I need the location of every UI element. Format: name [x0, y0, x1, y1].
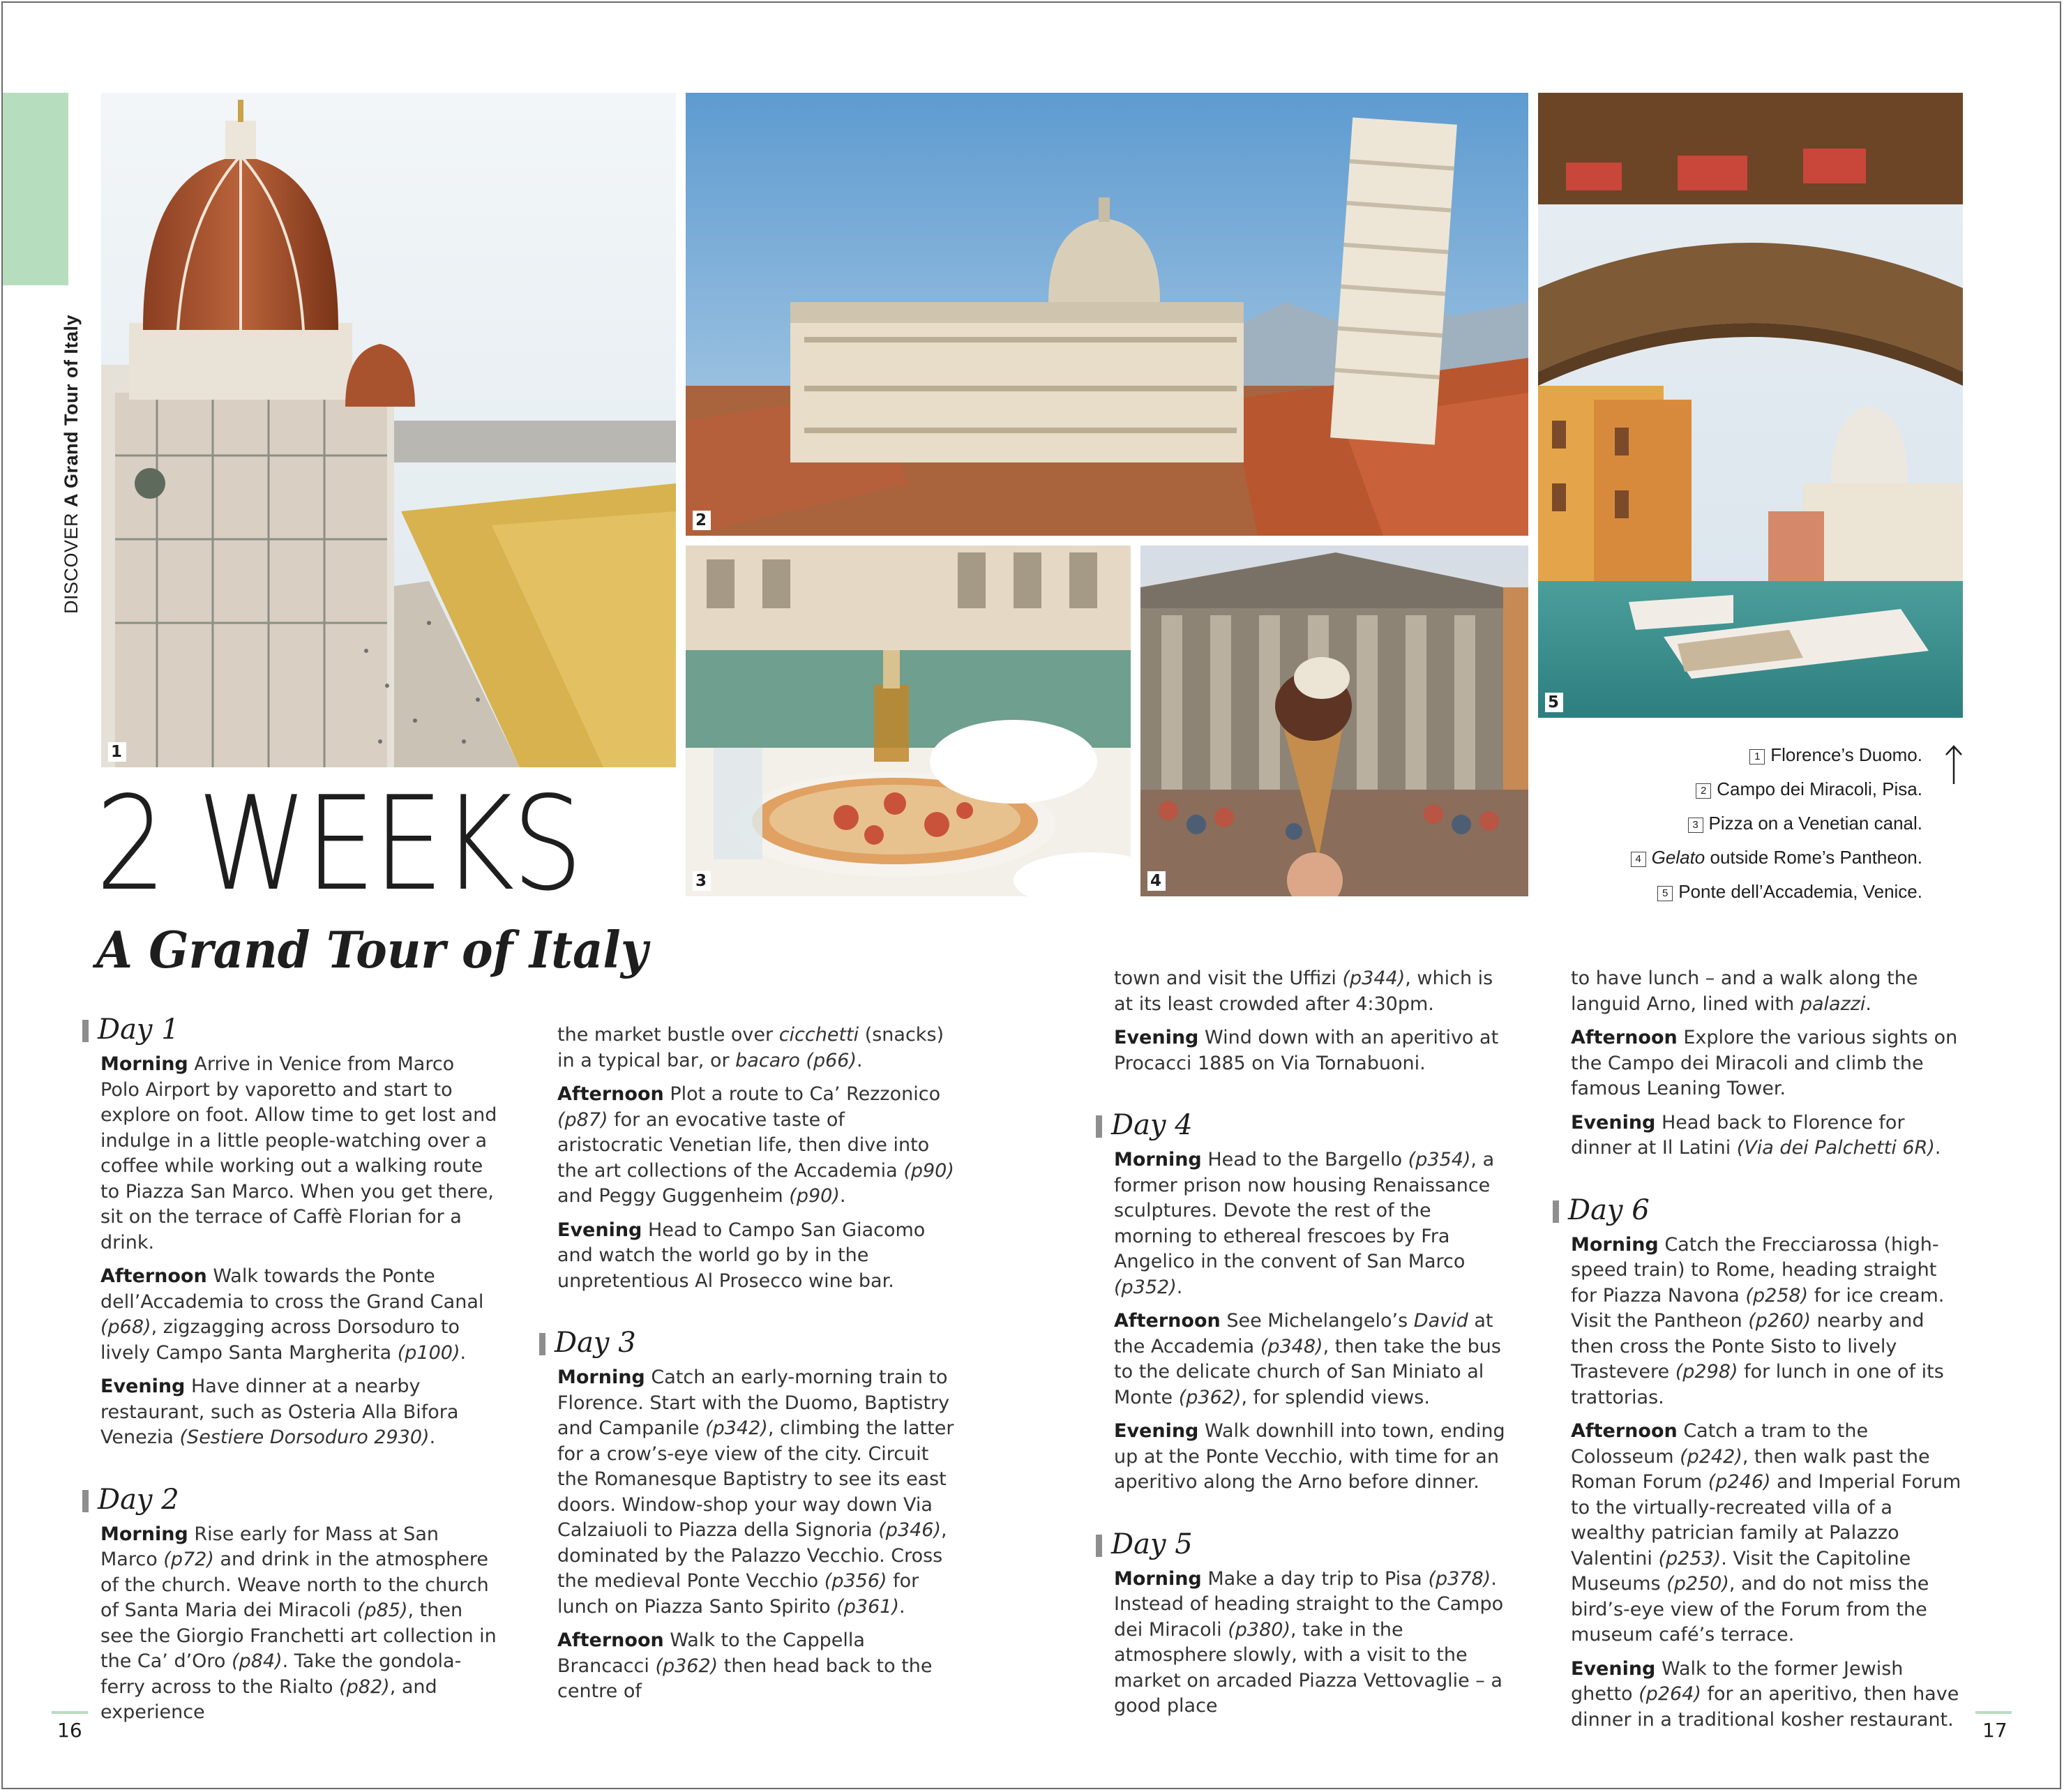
paragraph-text: Walk to the Cappella Brancacci (p362) then head back to the centre of [557, 1629, 933, 1702]
paragraph-text: Make a day trip to Pisa (p378). Instead of heading straight to the Campo dei Miracoli (p380), take in the atmosphere slowly, with a visit to the market on arcaded Piazza Vettovaglie – a good place [1114, 1567, 1504, 1717]
day-heading: Day 1 [98, 1011, 498, 1048]
caption-1 [1631, 741, 1922, 776]
itinerary-paragraph [100, 1374, 498, 1451]
paragraph-text: Have dinner at a nearby restaurant, such as Osteria Alla Bifora Venezia (Sestiere Dorsoduro 2930). [100, 1376, 459, 1448]
photo-captions [1631, 741, 1922, 912]
photo-ponte-accademia-venice [1538, 93, 1963, 718]
photo-number: 5 [1545, 693, 1563, 712]
folio-rule-right [1975, 1711, 2012, 1714]
itinerary-paragraph [1571, 1657, 1968, 1733]
caption-italic: Gelato [1651, 847, 1705, 868]
caption-text: outside Rome’s Pantheon. [1705, 847, 1922, 868]
paragraph-text: Walk towards the Ponte dell’Accademia to cross the Grand Canal (p68), zigzagging across Dorsoduro to lively Campo Santa Margherita (p100). [100, 1265, 484, 1364]
paragraph-text: Walk to the former Jewish ghetto (p264) for an aperitivo, then have dinner in a traditional kosher restaurant. [1571, 1657, 1959, 1731]
time-of-day-label: Morning [100, 1053, 188, 1075]
paragraph-text: Catch the Frecciarossa (high-speed train) to Rome, heading straight for Piazza Navona (p258) for ice cream. Visit the Pantheon (p260) nearby and then cross the Ponte Sisto to lively Trastevere (p298) for lunch in one of its trattorias. [1571, 1233, 1945, 1408]
caption-text: Florence’s Duomo. [1770, 744, 1922, 765]
time-of-day-label: Afternoon [557, 1629, 664, 1651]
day-heading: Day 3 [555, 1325, 955, 1361]
page-number-right: 17 [1982, 1719, 2007, 1742]
time-of-day-label: Morning [1114, 1149, 1202, 1170]
photo-gelato-pantheon [1140, 545, 1528, 896]
time-of-day-label: Evening [100, 1376, 186, 1397]
time-of-day-label: Morning [1114, 1567, 1202, 1590]
paragraph-text: Head to Campo San Giacomo and watch the world go by in the unpretentious Al Prosecco wine bar. [557, 1219, 926, 1292]
itinerary-paragraph [1571, 966, 1968, 1017]
time-of-day-label: Afternoon [1571, 1420, 1678, 1442]
folio-rule-left [52, 1711, 88, 1714]
caption-4 [1631, 844, 1922, 878]
time-of-day-label: Afternoon [1571, 1027, 1678, 1048]
caption-5 [1631, 878, 1922, 912]
day-heading: Day 4 [1111, 1107, 1512, 1143]
paragraph-text: Catch an early-morning train to Florence. Start with the Duomo, Baptistry and Campanile (p342), climbing the latter for a crow’s-eye view of the city. Circuit the Romanesque Baptistry to see its east doors. Window-shop your way down Via Calzaiuoli to Piazza della Signoria (p346), dominated by the Palazzo Vecchio. Cross the medieval Ponte Vecchio (p356) for lunch on Piazza Santo Spirito (p361). [557, 1366, 954, 1618]
arrow-up-icon [1945, 744, 1963, 785]
caption-text: Campo dei Miracoli, Pisa. [1717, 778, 1922, 799]
itinerary-paragraph [1114, 1147, 1512, 1300]
paragraph-text: Catch a tram to the Colosseum (p242), then walk past the Roman Forum (p246) and Imperial Forum to the virtually-recreated villa of a wealthy patrician family at Palazzo Valentini (p253). Visit the Capitoline Museums (p250), and do not miss the bird’s-eye view of the Forum from the museum café’s terrace. [1571, 1420, 1961, 1646]
paragraph-text: to have lunch – and a walk along the languid Arno, lined with palazzi. [1571, 967, 1918, 1015]
itinerary-paragraph [100, 1052, 498, 1256]
running-head-section: DISCOVER [61, 512, 82, 614]
caption-number-box: 1 [1749, 749, 1765, 765]
time-of-day-label: Afternoon [100, 1265, 207, 1287]
time-of-day-label: Evening [1571, 1657, 1656, 1680]
paragraph-text: the market bustle over cicchetti (snacks) in a typical bar, or bacaro (p66). [557, 1024, 944, 1071]
day-heading: Day 5 [1111, 1526, 1512, 1563]
paragraph-text: town and visit the Uffizi (p344), which is at its least crowded after 4:30pm. [1114, 967, 1493, 1015]
paragraph-text: Walk downhill into town, ending up at the Ponte Vecchio, with time for an aperitivo along the Arno before dinner. [1114, 1420, 1505, 1493]
paragraph-text: Head to the Bargello (p354), a former prison now housing Renaissance sculptures. Devote the rest of the morning to ethereal frescoes by Fra Angelico in the convent of San Marco (p352). [1114, 1149, 1495, 1298]
itinerary-paragraph [557, 1365, 955, 1620]
caption-text: Pizza on a Venetian canal. [1708, 813, 1922, 834]
day-heading: Day 2 [98, 1482, 498, 1518]
running-head-chapter: A Grand Tour of Italy [61, 314, 82, 507]
itinerary-paragraph [557, 1628, 955, 1705]
itinerary-paragraph [100, 1264, 498, 1366]
time-of-day-label: Evening [1114, 1420, 1199, 1442]
itinerary-paragraph [557, 1023, 955, 1074]
caption-number-box: 2 [1696, 783, 1711, 799]
caption-2 [1631, 776, 1922, 810]
day-heading: Day 6 [1568, 1192, 1968, 1228]
photo-number: 2 [693, 511, 711, 530]
page-number-left: 16 [57, 1719, 82, 1742]
paragraph-text: Arrive in Venice from Marco Polo Airport by vaporetto and start to explore on foot. Allow time to get lost and indulge in a little people-watching over a coffee while working out a walking route to Piazza San Marco. When you get there, sit on the terrace of Caffè Florian for a drink. [100, 1053, 497, 1253]
time-of-day-label: Morning [1571, 1233, 1659, 1256]
text-column-1 [100, 1011, 498, 1734]
text-column-4 [1568, 966, 1968, 1741]
time-of-day-label: Evening [1571, 1111, 1656, 1134]
caption-3 [1631, 810, 1922, 844]
paragraph-text: Wind down with an aperitivo at Procacci 1885 on Via Tornabuoni. [1114, 1027, 1499, 1074]
itinerary-paragraph [557, 1218, 955, 1295]
time-of-day-label: Morning [557, 1366, 645, 1388]
paragraph-text: Rise early for Mass at San Marco (p72) and drink in the atmosphere of the church. Weave north to the church of Santa Maria dei Miracoli (p85), then see the Giorgio Franchetti art collection in the Ca’ d’Oro (p84). Take the gondola-ferry across to the Rialto (p82), and experience [100, 1523, 497, 1723]
paragraph-text: Plot a route to Ca’ Rezzonico (p87) for an evocative taste of aristocratic Venetian life, then dive into the art collections of the Accademia (p90) and Peggy Guggenheim (p90). [557, 1083, 954, 1207]
text-column-2 [557, 1023, 955, 1713]
time-of-day-label: Evening [1114, 1027, 1199, 1048]
photo-pisa-campo-dei-miracoli [686, 93, 1528, 536]
caption-number-box: 4 [1631, 852, 1646, 867]
paragraph-text: Head back to Florence for dinner at Il Latini (Via dei Palchetti 6R). [1571, 1111, 1941, 1159]
itinerary-paragraph [1114, 1419, 1512, 1496]
itinerary-paragraph [557, 1082, 955, 1210]
time-of-day-label: Evening [557, 1219, 642, 1241]
itinerary-paragraph [100, 1522, 498, 1726]
section-tab [3, 93, 68, 285]
photo-number: 4 [1147, 871, 1166, 891]
caption-number-box: 5 [1657, 886, 1673, 901]
itinerary-paragraph [1571, 1110, 1968, 1161]
paragraph-text: See Michelangelo’s David at the Accademia (p348), then take the bus to the delicate church of San Miniato al Monte (p362), for splendid views. [1114, 1310, 1501, 1408]
page-title: 2 WEEKS [96, 768, 581, 919]
itinerary-paragraph [1571, 1233, 1968, 1411]
running-head [61, 315, 82, 614]
itinerary-paragraph [1114, 1567, 1512, 1719]
time-of-day-label: Afternoon [557, 1083, 664, 1105]
caption-number-box: 3 [1688, 818, 1703, 833]
itinerary-paragraph [1114, 1025, 1512, 1076]
itinerary-paragraph [1114, 1309, 1512, 1410]
itinerary-paragraph [1571, 1025, 1968, 1102]
photo-pizza-venetian-canal [686, 545, 1131, 896]
text-column-3 [1111, 966, 1512, 1728]
time-of-day-label: Afternoon [1114, 1310, 1221, 1332]
time-of-day-label: Morning [100, 1523, 188, 1545]
paragraph-text: Explore the various sights on the Campo dei Miracoli and climb the famous Leaning Tower. [1571, 1027, 1958, 1099]
caption-text: Ponte dell’Accademia, Venice. [1678, 881, 1922, 902]
itinerary-paragraph [1571, 1419, 1968, 1648]
photo-number: 3 [693, 871, 711, 891]
photo-florence-duomo [101, 93, 676, 767]
itinerary-paragraph [1114, 966, 1512, 1017]
page-subtitle: A Grand Tour of Italy [96, 920, 648, 979]
photo-number: 1 [108, 742, 126, 762]
